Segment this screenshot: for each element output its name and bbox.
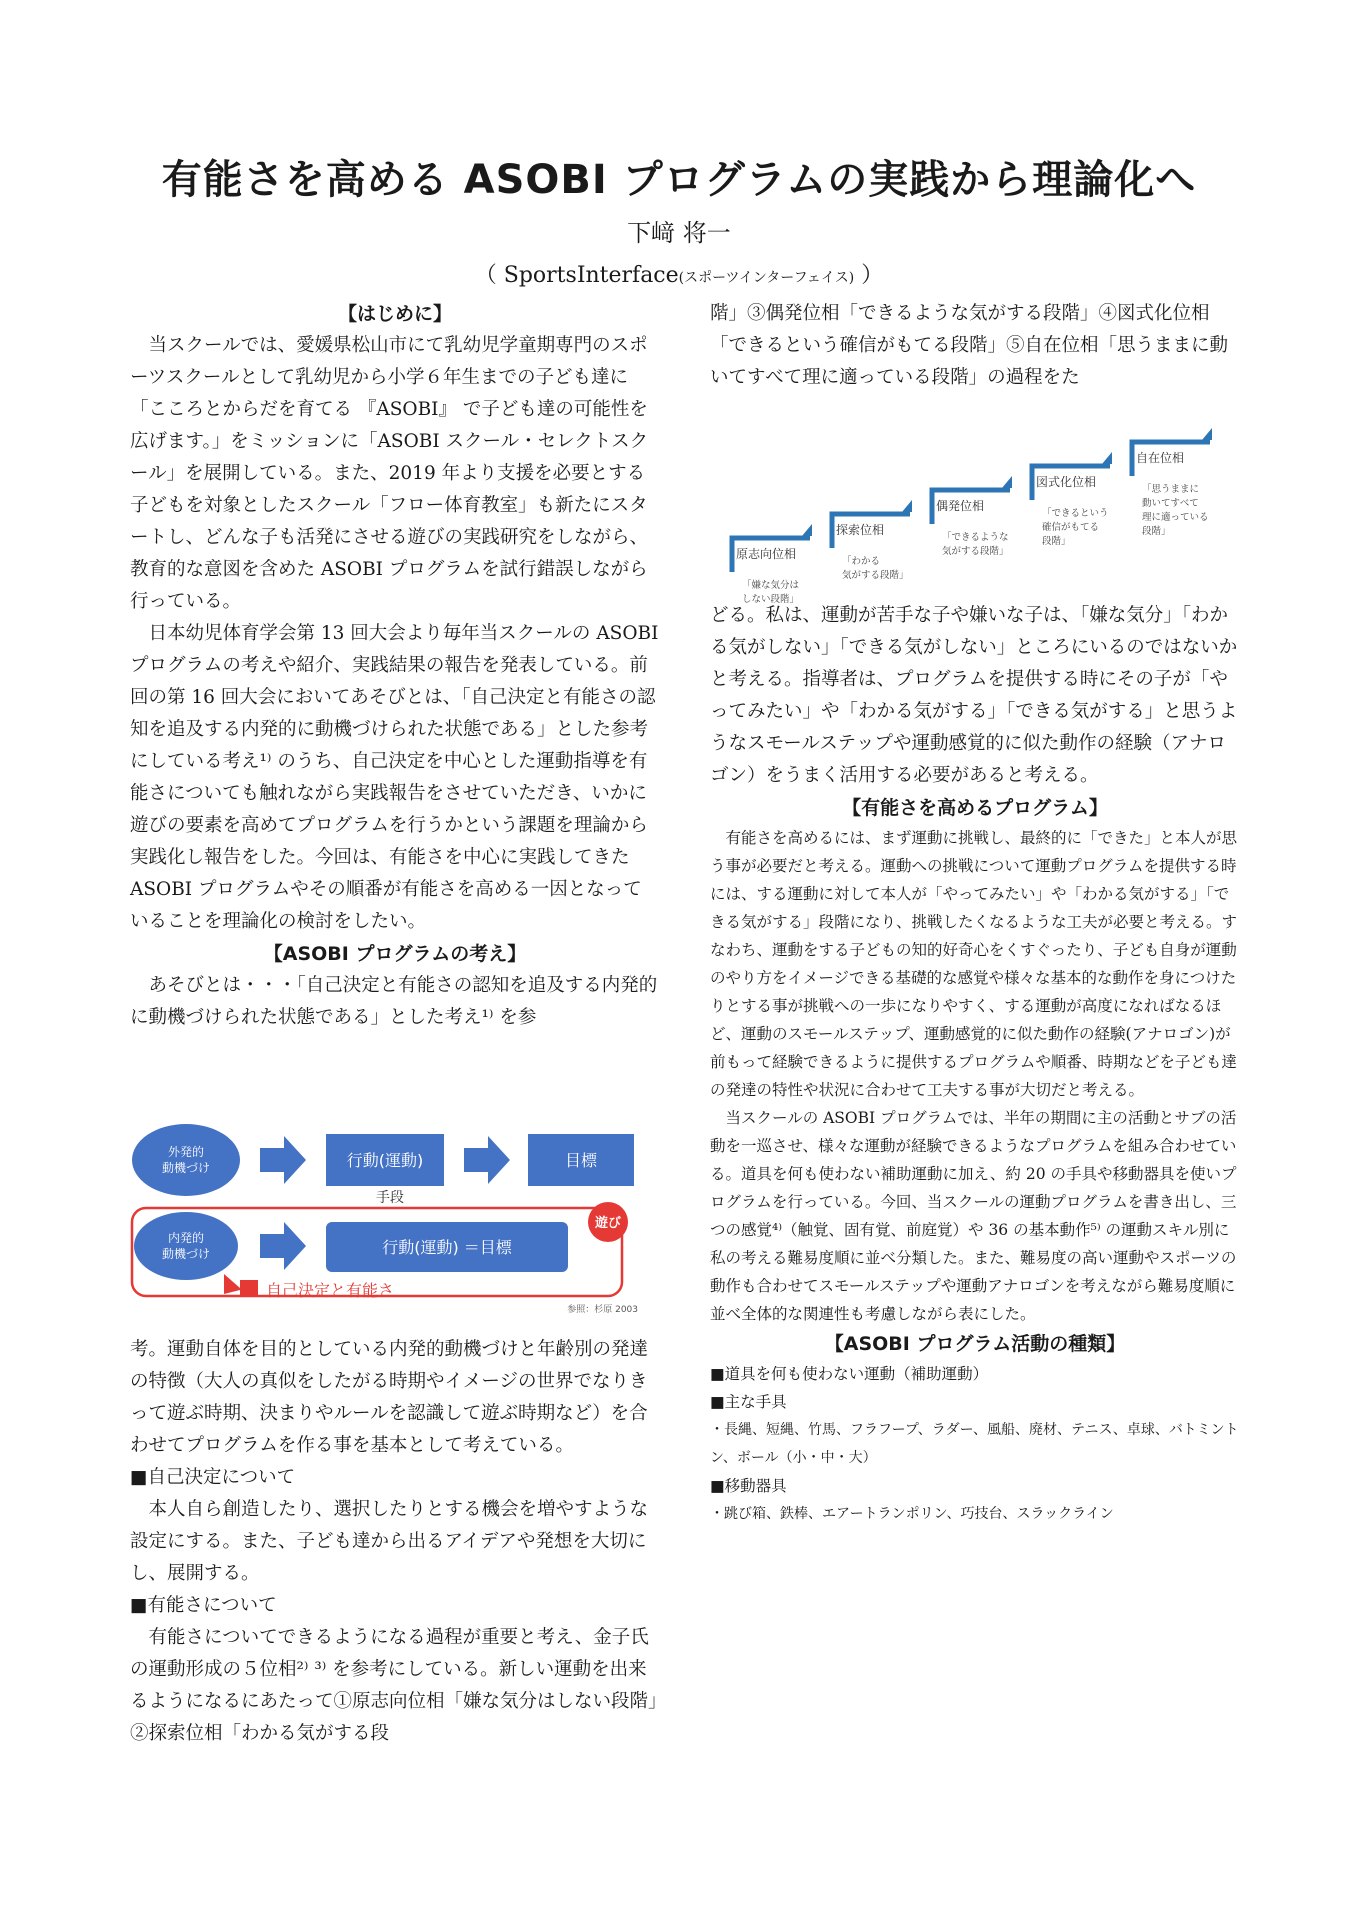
extrinsic-ellipse (132, 1124, 240, 1196)
means-label: 手段 (376, 1190, 404, 1206)
affiliation (0, 258, 1358, 289)
action-label: 行動(運動) (346, 1151, 424, 1170)
intrinsic-ellipse (134, 1212, 238, 1280)
type-no-equipment: ■道具を何も使わない運動（補助運動） (710, 1365, 989, 1383)
reference-label: 参照：杉原 2003 (567, 1305, 638, 1315)
arrow-3 (260, 1222, 306, 1270)
phase-step-note: 確信がもてる (1042, 522, 1100, 533)
right-column-bottom (710, 600, 1240, 1528)
hand-equipment-list: ・長縄、短縄、竹馬、フラフープ、ラダー、風船、廃材、テニス、卓球、バトミントン、ボール（小・中・大） (710, 1422, 1239, 1466)
intrinsic-label-2: 動機づけ (161, 1247, 211, 1261)
self-comp-label: 自己決定と有能さ (266, 1281, 395, 1300)
heading-competence: ■有能さについて (130, 1595, 277, 1616)
arrow-2 (464, 1136, 510, 1184)
concept-paragraph: あそびとは・・・「自己決定と有能さの認知を追及する内発的に動機づけられた状態である」とした考え¹⁾ を参 (130, 975, 658, 1028)
arrow-1 (260, 1136, 306, 1184)
program-paragraph-2: 当スクールの ASOBI プログラムでは、半年の期間に主の活動とサブの活動を一巡させ、様々な運動が経験できるようなプログラムを組み合わせている。道具を何も使わない補助運動に加え、約 20 の手具や移動器具を使いプログラムを行っている。今回、当スクールの運動プログラムを書き出し、三つの感覚⁴⁾（触覚、固有覚、前庭覚）や 36 の基本動作⁵⁾ の運動スキル別に私の考える難易度順に並べ分類した。また、難易度の高い運動やスポーツの動作も合わせてスモールステップや運動アナロゴンを考えながら難易度順に並べ全体的な関連性も考慮しながら表にした。 (710, 1109, 1237, 1323)
heading-program: 【有能さを高めるプログラム】 (842, 797, 1108, 819)
motivation-diagram (128, 1118, 648, 1318)
phase-step-label: 自在位相 (1136, 451, 1185, 465)
affiliation-open: （ (474, 263, 497, 288)
phase-step-marker (802, 524, 812, 536)
author-name: 下﨑 将一 (627, 219, 731, 247)
phase-step-label: 偶発位相 (936, 499, 985, 513)
phase-step-note: 「わかる (842, 556, 881, 567)
type-moving-equipment: ■移動器具 (710, 1477, 787, 1495)
red-arrow (224, 1274, 258, 1296)
phase-step-note: しない段階」 (742, 594, 800, 605)
program-paragraph-1: 有能さを高めるには、まず運動に挑戦し、最終的に「できた」と本人が思う事が必要だと考える。運動への挑戦について運動プログラムを提供する時には、する運動に対して本人が「やってみたい」や「わかる気がする」「できる気がする」段階になり、挑戦したくなるような工夫が必要と考える。すなわち、運動をする子どもの知的好奇心をくすぐったり、子ども自身が運動のやり方をイメージできる基礎的な感覚や様々な基本的な動作を身につけたりとする事が挑戦への一歩になりやすく、する運動が高度になればなるほど、運動のスモールステップ、運動感覚的に似た動作の経験(アナロゴン)が前もって経験できるように提供するプログラムや順番、時期などを子ども達の発達の特性や状況に合わせて工夫する事が大切だと考える。 (710, 829, 1238, 1099)
phase-paragraph-cont: どる。私は、運動が苦手な子や嫌いな子は、「嫌な気分」「わかる気がしない」「できる気がしない」ところにいるのではないかと考える。指導者は、プログラムを提供する時にその子が「やってみたい」や「わかる気がする」「できる気がする」と思うようなスモールステップや運動感覚的に似た動作の経験（アナロゴン）をうまく活用する必要があると考える。 (710, 605, 1238, 786)
phase-step-label: 図式化位相 (1036, 475, 1097, 489)
phase-step-marker (1202, 428, 1212, 440)
intro-paragraph-2: 日本幼児体育学会第 13 回大会より毎年当スクールの ASOBI プログラムの考えや紹介、実践結果の報告を発表している。前回の第 16 回大会においてあそびとは、「自己決定と有能さの認知を追及する内発的に動機づけられた状態である」とした参考にしている考え¹⁾ のうち、自己決定を中心とした運動指導を有能さについても触れながら実践報告をさせていただき、いかに遊びの要素を高めてプログラムを行うかという課題を理論から実践化し報告をした。今回は、有能さを中心に実践してきた ASOBI プログラムやその順番が有能さを高める一因となっていることを理論化の検討をしたい。 (130, 623, 659, 932)
phase-step-note: 「嫌な気分は (742, 580, 800, 591)
intrinsic-label-1: 内発的 (167, 1231, 205, 1245)
affiliation-close: ） (861, 263, 884, 288)
phase-staircase-diagram (728, 408, 1238, 605)
heading-activity-types: 【ASOBI プログラム活動の種類】 (824, 1333, 1126, 1355)
heading-self-determination: ■自己決定について (130, 1467, 296, 1488)
competence-paragraph: 有能さについてできるようになる過程が重要と考え、金子氏の運動形成の５位相²⁾ ³⁾ を参考にしている。新しい運動を出来るようになるにあたって①原志向位相「嫌な気分はしない段階」②探索位相「わかる気がする段 (130, 1627, 658, 1744)
phase-step-note: 気がする段階」 (942, 546, 1009, 557)
asobi-label: 遊び (594, 1216, 622, 1231)
goal-label: 目標 (564, 1151, 598, 1170)
phase-step-note: 理に適っている (1142, 512, 1209, 523)
right-column-top (710, 298, 1240, 394)
phase-step-note: 「できるような (942, 532, 1009, 543)
heading-concept: 【ASOBI プログラムの考え】 (263, 943, 527, 965)
phase-step-note: 「できるという (1042, 508, 1109, 519)
phase-step-note: 気がする段階」 (842, 570, 909, 581)
action-goal-label: 行動(運動) ＝目標 (382, 1238, 512, 1257)
phase-step-note: 「思うままに (1142, 484, 1200, 495)
phase-step-note: 段階」 (1042, 536, 1071, 547)
affiliation-name: SportsInterface (503, 263, 679, 288)
phase-step-note: 段階」 (1142, 526, 1171, 537)
left-column-bottom (130, 1334, 660, 1750)
phase-step-label: 探索位相 (836, 523, 885, 537)
phase-step-marker (902, 500, 912, 512)
paper-title: 有能さを高める ASOBI プログラムの実践から理論化へ (161, 157, 1197, 203)
extrinsic-label-2: 動機づけ (161, 1161, 211, 1175)
left-column-top (130, 298, 660, 1034)
intro-paragraph-1: 当スクールでは、愛媛県松山市にて乳幼児学童期専門のスポーツスクールとして乳幼児から小学６年生までの子ども達に「こころとからだを育てる 『ASOBI』 で子ども達の可能性を広げます。」をミッションに「ASOBI スクール・セレクトスクール」を展開している。また、2019 年より支援を必要とする子どもを対象としたスクール「フロー体育教室」も新たにスタートし、どんな子も活発にさせる遊びの実践研究をしながら、教育的な意図を含めた ASOBI プログラムを試行錯誤しながら行っている。 (130, 335, 649, 612)
affiliation-kana: (スポーツインターフェイス) (678, 270, 855, 286)
extrinsic-label-1: 外発的 (167, 1145, 205, 1159)
phase-step-marker (1002, 476, 1012, 488)
phase-paragraph: 階」③偶発位相「できるような気がする段階」④図式化位相「できるという確信がもてる段階」⑤自在位相「思うままに動いてすべて理に適っている段階」の過程をた (710, 303, 1229, 388)
moving-equipment-list: ・跳び箱、鉄棒、エアートランポリン、巧技台、スラックライン (710, 1506, 1114, 1522)
phase-step-label: 原志向位相 (736, 547, 797, 561)
self-determination-paragraph: 本人自ら創造したり、選択したりとする機会を増やすような設定にする。また、子ども達から出るアイデアや発想を大切にし、展開する。 (130, 1499, 649, 1584)
phase-step-marker (1102, 452, 1112, 464)
heading-intro: 【はじめに】 (337, 303, 452, 325)
type-hand-equipment: ■主な手具 (710, 1393, 787, 1411)
concept-paragraph-cont: 考。運動自体を目的としている内発的動機づけと年齢別の発達の特徴（大人の真似をしたがる時期やイメージの世界でなりきって遊ぶ時期、決まりやルールを認識して遊ぶ時期など）を合わせてプログラムを作る事を基本として考えている。 (130, 1339, 649, 1456)
phase-step-note: 動いてすべて (1142, 498, 1199, 509)
